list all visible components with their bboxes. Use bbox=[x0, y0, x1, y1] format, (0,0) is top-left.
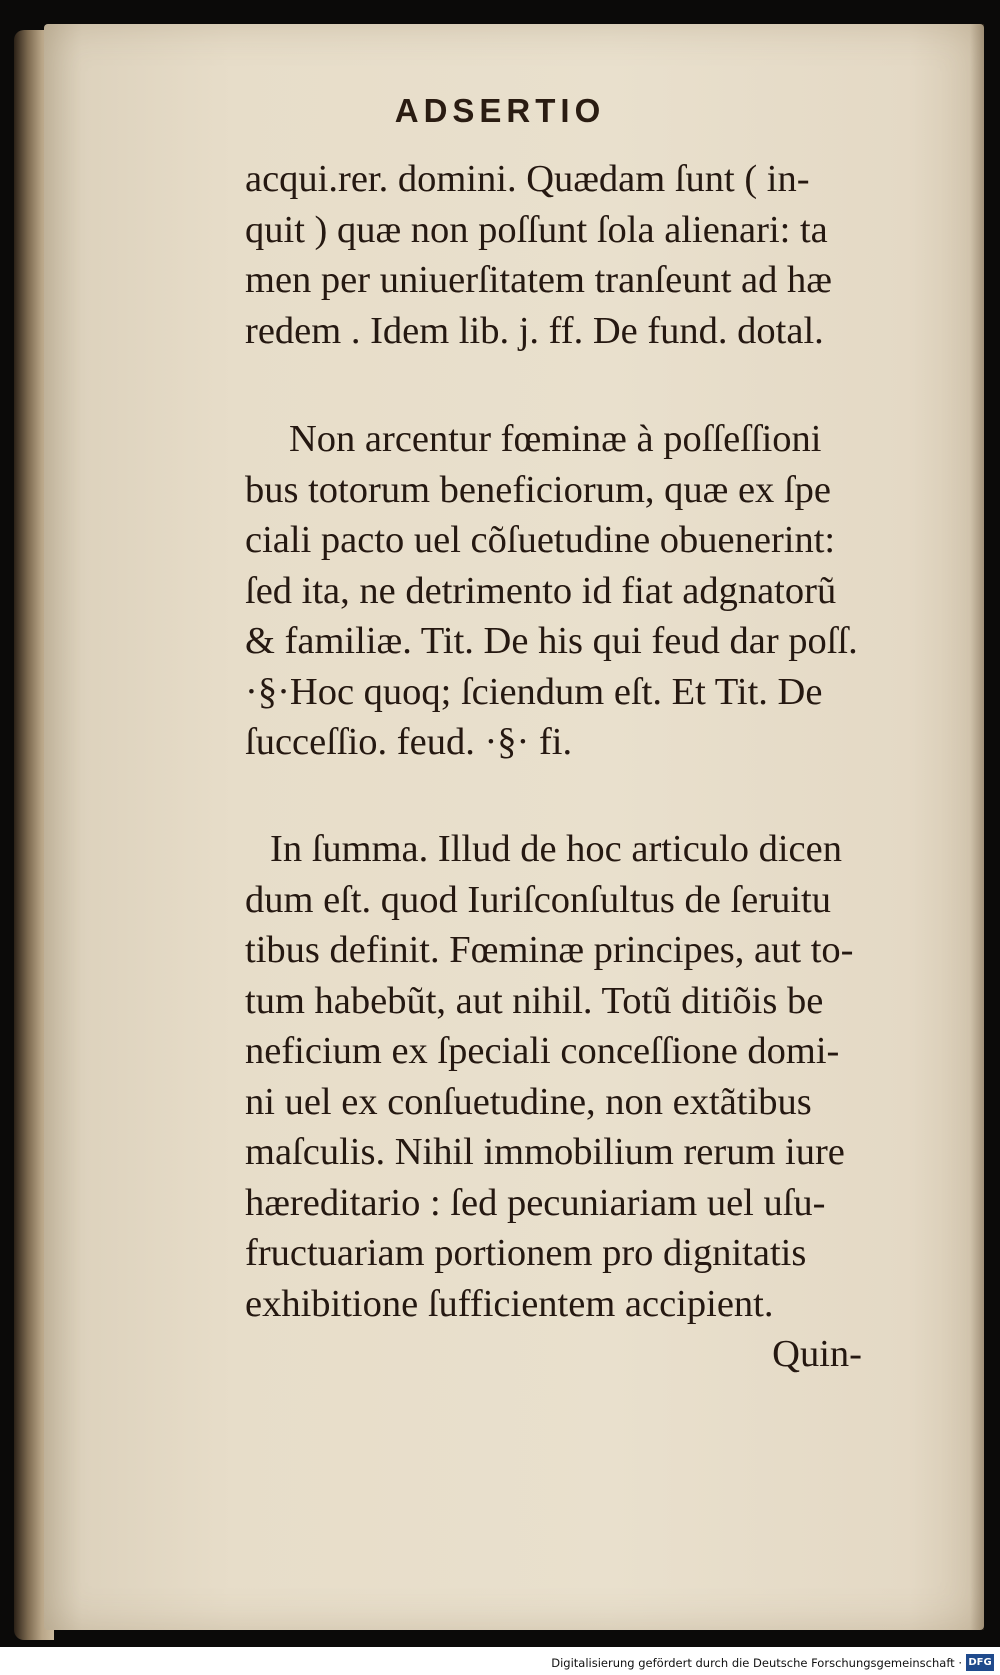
text-line: dum eſt. quod Iuriſconſultus de ſeruitu bbox=[245, 878, 831, 921]
text-line: ciali pacto uel cõſuetudine obuenerint: bbox=[245, 519, 836, 561]
text-line: quit ) quæ non poſſunt ſola alienari: ta bbox=[245, 208, 828, 251]
text-line: bus totorum beneficiorum, quæ ex ſpe bbox=[245, 468, 831, 511]
paragraph-2 bbox=[245, 414, 925, 768]
page-shadow bbox=[970, 24, 984, 1630]
paragraph-1 bbox=[245, 154, 925, 356]
text-line: acqui.rer. domini. Quædam ſunt ( in- bbox=[245, 158, 810, 200]
text-line: ſucceſſio. feud. ·§· fi. bbox=[245, 721, 573, 763]
text-line: men per uniuerſitatem tranſeunt ad hæ bbox=[245, 259, 832, 301]
footer-bar bbox=[0, 1647, 1000, 1675]
text-line: & familiæ. Tit. De his qui feud dar poſſ. bbox=[245, 620, 858, 662]
text-line: In ſumma. Illud de hoc articulo dicen bbox=[270, 828, 842, 870]
footer-credit: Digitalisierung gefördert durch die Deutsche Forschungsgemeinschaft · bbox=[551, 1656, 962, 1670]
text-line: neficium ex ſpeciali conceſſione domi- bbox=[245, 1030, 840, 1072]
text-line: ni uel ex conſuetudine, non extãtibus bbox=[245, 1080, 812, 1123]
text-line: hæreditario : ſed pecuniariam uel uſu- bbox=[245, 1181, 826, 1224]
dfg-logo: DFG bbox=[966, 1654, 994, 1671]
text-line: tibus definit. Fœminæ principes, aut to- bbox=[245, 929, 854, 971]
text-line: ·§·Hoc quoq; ſciendum eſt. Et Tit. De bbox=[245, 670, 823, 713]
catchword: Quin- bbox=[772, 1333, 862, 1375]
text-line: maſculis. Nihil immobilium rerum iure bbox=[245, 1131, 845, 1173]
text-line: exhibitione ſufficientem accipient. bbox=[245, 1282, 774, 1325]
text-line: fructuariam portionem pro dignitatis bbox=[245, 1232, 807, 1274]
text-line: tum habebũt, aut nihil. Totũ ditiõis be bbox=[245, 979, 824, 1022]
paragraph-3 bbox=[245, 824, 925, 1329]
running-title: ADSERTIO bbox=[394, 92, 606, 129]
text-line: redem . Idem lib. j. ff. De fund. dotal. bbox=[245, 309, 824, 352]
text-line: ſed ita, ne detrimento id fiat adgnatorũ bbox=[245, 569, 837, 612]
text-line: Non arcentur fœminæ à poſſeſſioni bbox=[289, 418, 822, 460]
